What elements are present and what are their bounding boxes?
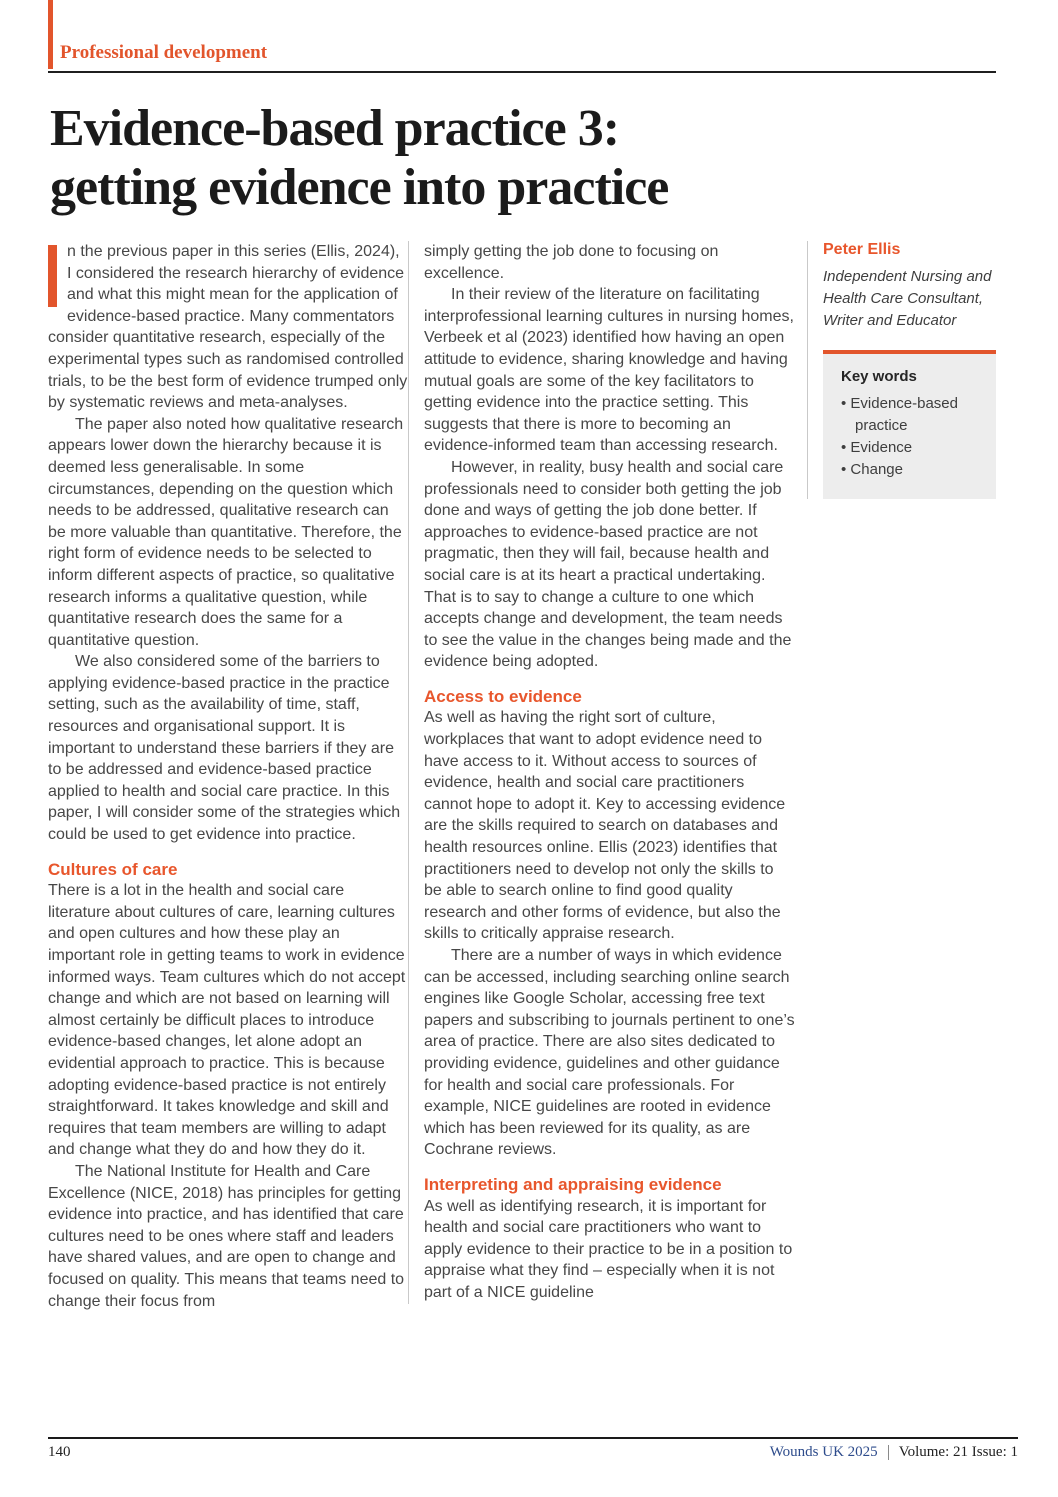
paragraph: There are a number of ways in which evidence can be accessed, including searching online search engines like Google Scholar, accessing free text papers and subscribing to journals pertinent to one’s area of practice. There are also sites dedicated to providing evidence, guidelines and other guidance for health and social care professionals. For example, NICE guidelines are rooted in evidence which has been reviewed for its quality, as are Cochrane reviews.: [424, 947, 795, 1159]
author-name: Peter Ellis: [823, 241, 901, 258]
article-title-line1: Evidence-based practice 3:: [50, 100, 620, 157]
footer-divider: [888, 1445, 889, 1460]
paragraph: As well as having the right sort of culture, workplaces that want to adopt evidence need to have access to it. Without access to sources of evidence, health and social care practitioners cannot hope to adopt it. Key to accessing evidence are the skills required to search on databases and health resources online. Ellis (2023) identifies that practitioners need to develop not only the skills to be able to search online to find good quality research and other forms of evidence, but also the skills to critically appraise research.: [424, 709, 786, 943]
paragraph-intro: [48, 241, 408, 414]
paragraph: The National Institute for Health and Care Excellence (NICE, 2018) has principles for getting evidence into practice, and has identified that care cultures need to be ones where staff and leaders have shared values, and are open to change and focused on quality. This means that teams need to change their focus from: [48, 1162, 405, 1310]
section-heading-cultures-of-care: Cultures of care: [48, 859, 178, 879]
paragraph: We also considered some of the barriers to applying evidence-based practice in the practice setting, such as the availability of time, staff, resources and organisational support. It is important to understand these barriers if they are to be addressed and evidence-based practice applied to health and social care practice. In this paper, I will consider some of the strategies which could be used to get evidence into practice.: [48, 653, 401, 844]
section-heading-interpreting-appraising: Interpreting and appraising evidence: [424, 1174, 722, 1194]
paragraph: In their review of the literature on facilitating interprofessional learning cultures in nursing homes, Verbeek et al (2023) identified how having an open attitude to evidence, sharing knowledge and having mutual goals are some of the key facilitators to getting evidence into the practice setting. This suggests that there is more to becoming an evidence-informed team than accessing research.: [424, 286, 794, 455]
section-category-label: Professional development: [60, 42, 268, 63]
keywords-list: [841, 393, 982, 481]
paragraph: As well as identifying research, it is important for health and social care practitioners who want to apply evidence to their practice to be in a position to appraise what they find – especially when it is not part of a NICE guideline: [424, 1197, 793, 1301]
section-heading-access-to-evidence: Access to evidence: [424, 686, 582, 706]
page-footer: [48, 1437, 1018, 1461]
paragraph: There is a lot in the health and social care literature about cultures of care, learning cultures and open cultures and how these play an important role in getting teams to work in evidence informed ways. Team cultures which do not accept change and which are not based on learning will almost certainly be difficult places to introduce evidence-based changes, let alone adopt an evidential approach to practice. This is because adopting evidence-based practice is not entirely straightforward. It takes knowledge and skill and requires that team members are willing to adapt and change what they do and how they do it.: [48, 882, 406, 1159]
journal-name: Wounds UK 2025: [769, 1444, 878, 1460]
article-body: [48, 241, 996, 1401]
volume-issue: Volume: 21 Issue: 1: [898, 1444, 1018, 1460]
accent-bar: [48, 0, 53, 69]
paragraph: simply getting the job done to focusing on excellence.: [424, 243, 719, 282]
paragraph: However, in reality, busy health and social care professionals need to consider both getting the job done and ways of getting the job done better. If approaches to evidence-based practice are not pragmatic, then they will fail, because health and social care is at its heart a practical undertaking. That is to say to change a culture to one which accepts change and development, the team needs to see the value in the changes being made and the evidence being adopted.: [424, 458, 792, 671]
text-column-1: [48, 241, 408, 1312]
section-header: [48, 0, 996, 73]
article-title-line2: getting evidence into practice: [50, 159, 669, 216]
author-sidebar: [807, 241, 996, 499]
text-column-2: [408, 241, 807, 1304]
footer-journal-info: [770, 1444, 1018, 1461]
article-title: [50, 99, 996, 217]
keywords-box: [823, 350, 996, 499]
drop-cap-letter-i: [48, 245, 57, 307]
keyword-item: • Change: [841, 459, 982, 481]
page-number: 140: [48, 1444, 71, 1460]
keyword-item: • Evidence: [841, 437, 982, 459]
author-affiliation: Independent Nursing and Health Care Consultant, Writer and Educator: [823, 268, 992, 329]
paragraph: The paper also noted how qualitative research appears lower down the hierarchy because it is deemed less generalisable. In some circumstances, depending on the question which needs to be addressed, qualitative research can be more valuable than quantitative. Therefore, the right form of evidence needs to be selected to inform different aspects of practice, so qualitative research informs a qualitative question, while quantitative research does the same for a quantitative question.: [48, 415, 404, 649]
keyword-item: • Evidence-based practice: [841, 393, 982, 437]
keywords-title: Key words: [841, 368, 917, 385]
paragraph-intro-text: n the previous paper in this series (Ellis, 2024), I considered the research hierarchy of evidence and what this might mean for the application of evidence-based practice. Many commentators consider quantitative research, especially of the experimental types such as randomised controlled trials, to be the best form of evidence trumped only by systematic reviews and meta-analyses.: [48, 243, 408, 412]
